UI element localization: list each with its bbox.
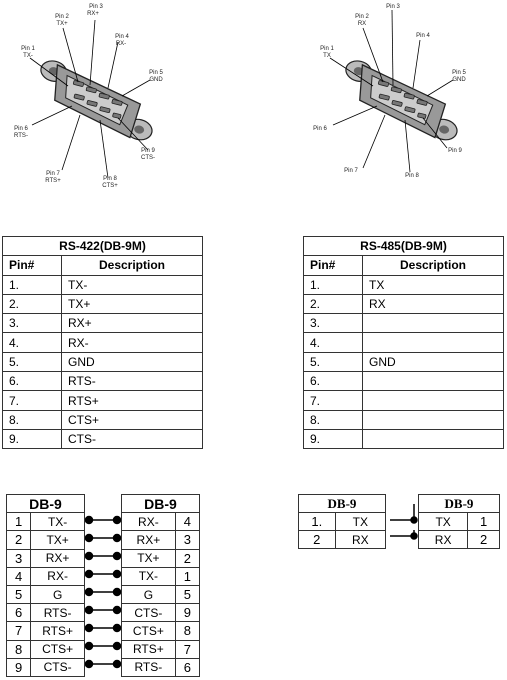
signal: RX (419, 531, 468, 549)
signal: RX+ (122, 531, 176, 549)
signal: CTS+ (122, 622, 176, 640)
pin-number: 8. (304, 410, 363, 429)
db9-connector-drawing (0, 0, 200, 200)
pin-number: 1 (468, 513, 500, 531)
pin-number: 1 (7, 513, 31, 531)
signal: RTS+ (122, 640, 176, 658)
column-header-pin: Pin# (3, 256, 62, 275)
pin-number: 1. (304, 275, 363, 294)
column-header-description: Description (363, 256, 504, 275)
pin-number: 1. (3, 275, 62, 294)
pin-number: 3. (304, 314, 363, 333)
table-row (7, 531, 85, 549)
pin5-signal: GND (149, 77, 163, 83)
rs422-wires (85, 494, 121, 680)
table-row (304, 410, 504, 429)
signal: RX+ (31, 549, 85, 567)
table-row (7, 585, 85, 603)
table-row (304, 333, 504, 352)
column-header-description: Description (62, 256, 203, 275)
pin-number: 7. (3, 391, 62, 410)
pin-description (363, 410, 504, 429)
pin-description: CTS+ (62, 410, 203, 429)
signal: TX- (31, 513, 85, 531)
table-row (304, 429, 504, 448)
signal: RTS+ (31, 622, 85, 640)
pin8-label: Pin 8 (405, 173, 419, 179)
pin-number: 4 (175, 513, 199, 531)
table-row (304, 314, 504, 333)
table-row (3, 275, 203, 294)
table-row (122, 640, 200, 658)
signal: RX- (31, 567, 85, 585)
pin1-signal: TX- (23, 53, 33, 59)
pin-number: 9. (3, 429, 62, 448)
table-row (7, 658, 85, 676)
table-row (419, 531, 500, 549)
signal: TX (419, 513, 468, 531)
column-header-pin: Pin# (304, 256, 363, 275)
pin-description: RTS+ (62, 391, 203, 410)
signal: TX (335, 513, 385, 531)
table-row (3, 391, 203, 410)
pin7-signal: RTS+ (45, 178, 61, 184)
pin-description: CTS- (62, 429, 203, 448)
rs485-wires (386, 494, 418, 554)
signal: TX+ (122, 549, 176, 567)
pin2-label: Pin 2 (55, 14, 69, 20)
pin-number: 3 (175, 531, 199, 549)
signal: RX- (122, 513, 176, 531)
signal: CTS- (31, 658, 85, 676)
pin5-signal: GND (452, 77, 466, 83)
pin5-label: Pin 5 (149, 70, 163, 76)
pin1-signal: TX (323, 53, 331, 59)
pin-number: 9 (175, 604, 199, 622)
signal: TX- (122, 567, 176, 585)
table-row (299, 513, 386, 531)
pin-description (363, 391, 504, 410)
pin8-signal: CTS+ (102, 183, 118, 189)
pin-number: 5 (7, 585, 31, 603)
signal: RTS- (122, 658, 176, 676)
pin-number: 8 (175, 622, 199, 640)
pin1-label: Pin 1 (320, 46, 334, 52)
pin8-label: Pin 8 (103, 176, 117, 182)
pin-number: 7. (304, 391, 363, 410)
table-row (7, 622, 85, 640)
pin-number: 2 (7, 531, 31, 549)
pin4-label: Pin 4 (416, 33, 430, 39)
pin2-signal: TX+ (56, 21, 68, 27)
pin3-label: Pin 3 (386, 4, 400, 10)
pin-number: 2. (304, 294, 363, 313)
table-row (7, 549, 85, 567)
table-row (304, 391, 504, 410)
rs422-pin-table (2, 236, 203, 449)
pin-description: TX (363, 275, 504, 294)
pin-description (363, 429, 504, 448)
signal: G (122, 585, 176, 603)
table-row (304, 294, 504, 313)
db9-connector-drawing (305, 0, 505, 200)
pin-description: RX (363, 294, 504, 313)
right-db9-table (121, 494, 200, 677)
signal: RX (335, 531, 385, 549)
table-row (3, 429, 203, 448)
pin2-signal: RX (357, 21, 367, 27)
pin-number: 2 (468, 531, 500, 549)
pin-number: 4 (7, 567, 31, 585)
pin-number: 3. (3, 314, 62, 333)
pin4-signal: RX- (115, 41, 127, 47)
pin-description: GND (62, 352, 203, 371)
table-row (7, 513, 85, 531)
table-title: RS-485(DB-9M) (304, 237, 504, 256)
pin-description: GND (363, 352, 504, 371)
pin9-label: Pin 9 (448, 148, 462, 154)
left-db9-table (298, 494, 386, 549)
right-db9-table (418, 494, 500, 549)
signal: G (31, 585, 85, 603)
pin-description (363, 372, 504, 391)
pin-number: 9 (7, 658, 31, 676)
table-row (3, 314, 203, 333)
table-row (122, 549, 200, 567)
pin-number: 5. (3, 352, 62, 371)
pin-description (363, 333, 504, 352)
left-db9-table (6, 494, 85, 677)
pin-number: 7 (7, 622, 31, 640)
table-row (419, 513, 500, 531)
table-row (304, 372, 504, 391)
table-row (122, 513, 200, 531)
pin-number: 4. (3, 333, 62, 352)
pin6-signal: RTS- (14, 133, 28, 139)
db9-title: DB-9 (7, 495, 85, 513)
table-row (122, 531, 200, 549)
rs485-pin-table (303, 236, 504, 449)
table-row (3, 352, 203, 371)
pin9-signal: CTS- (141, 155, 155, 161)
pin6-label: Pin 6 (14, 126, 28, 132)
pin9-label: Pin 9 (141, 148, 155, 154)
pin7-label: Pin 7 (46, 171, 60, 177)
table-row (7, 604, 85, 622)
pin-number: 6. (304, 372, 363, 391)
db9-title: DB-9 (419, 495, 500, 513)
pin-number: 5 (175, 585, 199, 603)
pin4-label: Pin 4 (115, 34, 129, 40)
db9-title: DB-9 (122, 495, 200, 513)
pin-description (363, 314, 504, 333)
pin1-label: Pin 1 (21, 46, 35, 52)
pin-description: TX+ (62, 294, 203, 313)
pin-number: 2. (3, 294, 62, 313)
pin-number: 2 (175, 549, 199, 567)
table-row (7, 640, 85, 658)
pin-number: 6 (7, 604, 31, 622)
pin-number: 1 (175, 567, 199, 585)
pin2-label: Pin 2 (355, 14, 369, 20)
signal: RTS- (31, 604, 85, 622)
pin-number: 5. (304, 352, 363, 371)
pin-description: TX- (62, 275, 203, 294)
pin-number: 6. (3, 372, 62, 391)
pin-description: RTS- (62, 372, 203, 391)
pin3-label: Pin 3 (89, 4, 103, 10)
pin-number: 1. (299, 513, 336, 531)
table-row (3, 294, 203, 313)
db9-connector-diagram-rs422 (0, 0, 200, 200)
pin-number: 9. (304, 429, 363, 448)
pin-description: RX- (62, 333, 203, 352)
pin-number: 8 (7, 640, 31, 658)
pin7-label: Pin 7 (344, 168, 358, 174)
table-row (122, 604, 200, 622)
pin6-label: Pin 6 (313, 126, 327, 132)
table-row (304, 352, 504, 371)
pin-number: 2 (299, 531, 336, 549)
table-row (122, 622, 200, 640)
table-title: RS-422(DB-9M) (3, 237, 203, 256)
table-row (122, 585, 200, 603)
table-row (122, 658, 200, 676)
pin-number: 6 (175, 658, 199, 676)
table-row (3, 410, 203, 429)
pin-number: 7 (175, 640, 199, 658)
signal: CTS- (122, 604, 176, 622)
signal: CTS+ (31, 640, 85, 658)
pin-description: RX+ (62, 314, 203, 333)
table-row (3, 333, 203, 352)
pin3-signal: RX+ (87, 11, 99, 17)
table-row (122, 567, 200, 585)
pin-number: 4. (304, 333, 363, 352)
table-row (7, 567, 85, 585)
table-row (3, 372, 203, 391)
db9-title: DB-9 (299, 495, 386, 513)
pin5-label: Pin 5 (452, 70, 466, 76)
db9-connector-diagram-rs485 (305, 0, 505, 200)
table-row (299, 531, 386, 549)
table-row (304, 275, 504, 294)
pin-number: 3 (7, 549, 31, 567)
signal: TX+ (31, 531, 85, 549)
pin-number: 8. (3, 410, 62, 429)
